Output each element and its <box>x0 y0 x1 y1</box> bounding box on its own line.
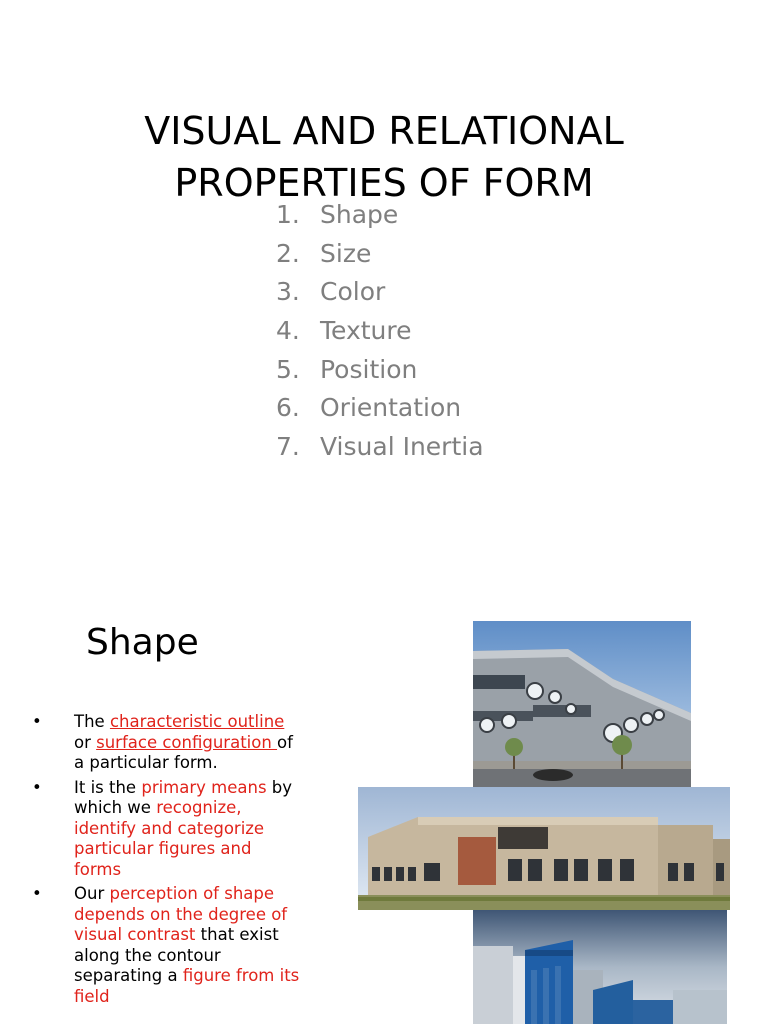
text-run: that exist along the contour separating a <box>74 925 279 985</box>
list-item <box>276 235 484 274</box>
list-number: 3. <box>276 277 300 307</box>
text-run: by which we <box>74 777 293 817</box>
highlight-term: surface configuration <box>96 732 278 752</box>
text-run: The <box>74 712 110 731</box>
bullet-list <box>32 712 302 1011</box>
title-line-1: VISUAL AND RELATIONAL <box>144 109 624 154</box>
list-label: Size <box>320 238 372 268</box>
properties-list <box>276 196 484 467</box>
list-number: 2. <box>276 238 300 268</box>
list-item <box>276 428 484 467</box>
list-item <box>276 389 484 428</box>
building-illustration-3 <box>473 910 727 1024</box>
list-item <box>276 351 484 390</box>
list-label: Orientation <box>320 393 462 423</box>
slide-heading: Shape <box>86 622 199 663</box>
highlight-term: figure from its field <box>74 966 300 1006</box>
building-photo-round-windows <box>473 621 691 787</box>
slide-title <box>0 105 768 209</box>
title-line-2: PROPERTIES OF FORM <box>174 161 594 206</box>
text-run: of a particular form. <box>74 732 293 772</box>
list-number: 7. <box>276 432 300 462</box>
list-number: 4. <box>276 316 300 346</box>
text-run: Our <box>74 884 110 903</box>
building-photo-blue-facade <box>473 910 727 1024</box>
list-label: Shape <box>320 200 399 229</box>
list-number: 5. <box>276 354 300 384</box>
list-label: Color <box>320 277 386 307</box>
building-illustration-1 <box>473 621 691 787</box>
highlight-term: primary means <box>141 777 267 797</box>
building-illustration-2 <box>358 787 730 910</box>
list-item <box>276 196 484 235</box>
bullet-dot: • <box>32 777 42 797</box>
highlight-term: recognize, identify and categorize particular figures and forms <box>74 798 265 879</box>
list-label: Visual Inertia <box>320 432 484 462</box>
list-label: Position <box>320 354 418 384</box>
list-item <box>32 778 302 881</box>
list-item <box>32 712 302 774</box>
list-item <box>276 312 484 351</box>
text-run: or <box>74 732 97 752</box>
list-item <box>32 884 302 1007</box>
list-label: Texture <box>320 316 412 346</box>
highlight-term: characteristic outline <box>109 712 285 731</box>
bullet-dot: • <box>32 884 42 903</box>
slide-2 <box>0 600 768 1024</box>
list-number: 1. <box>276 200 300 229</box>
list-item <box>276 273 484 312</box>
highlight-term: perception of shape depends on the degree of visual contrast <box>74 884 288 944</box>
bullet-dot: • <box>32 712 42 731</box>
list-number: 6. <box>276 393 300 423</box>
building-photo-brick <box>358 787 730 910</box>
text-run: It is the <box>74 777 142 797</box>
